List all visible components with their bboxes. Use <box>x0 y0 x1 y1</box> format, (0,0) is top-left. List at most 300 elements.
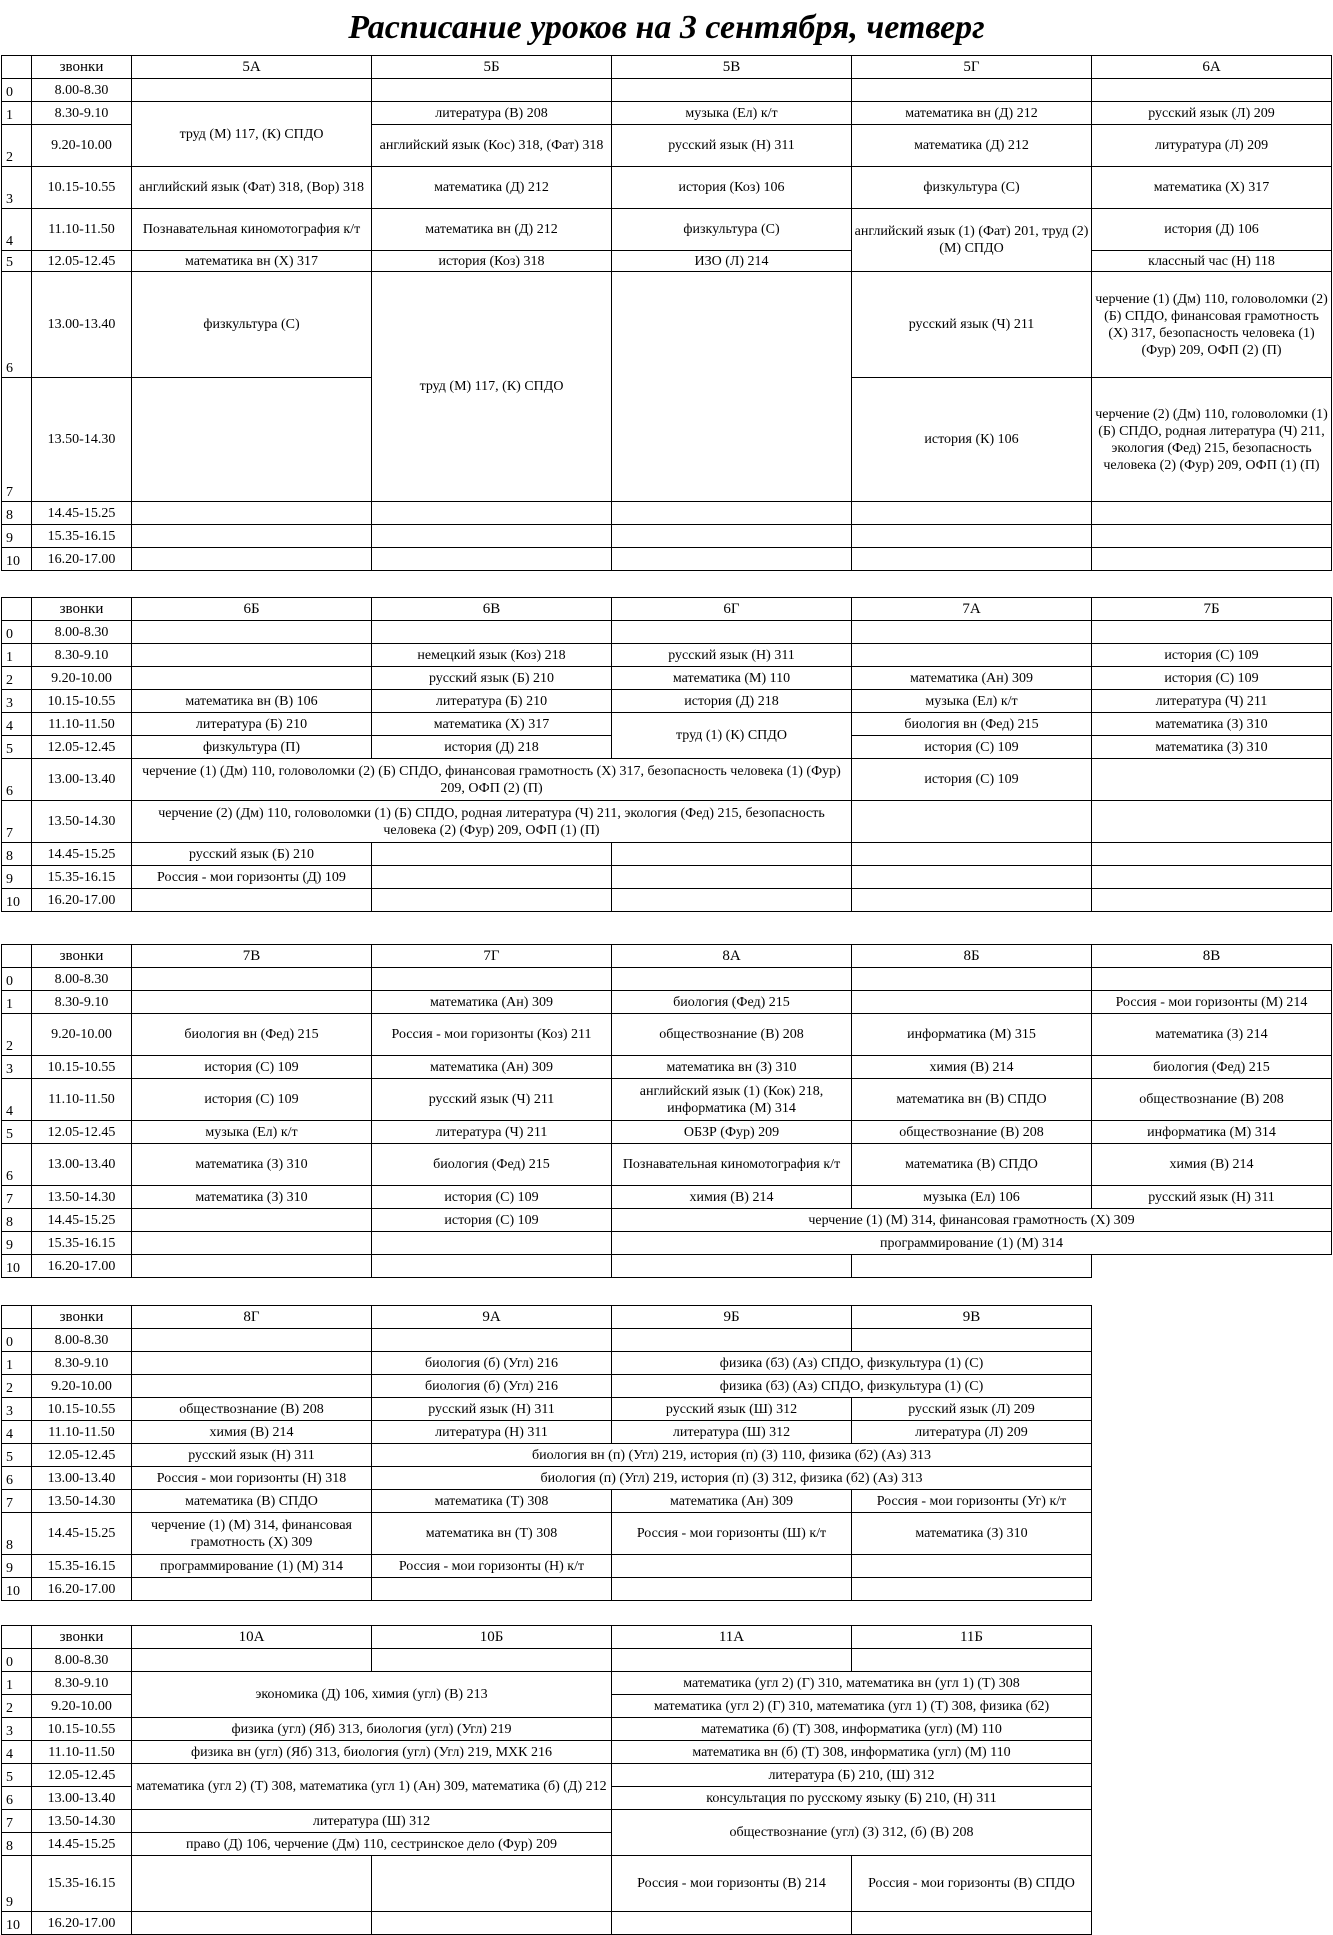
table-row <box>2 272 1332 378</box>
lesson-number: 9 <box>2 866 32 889</box>
lesson-cell: математика (Ан) 309 <box>372 991 612 1014</box>
bell-time: 8.00-8.30 <box>32 79 132 102</box>
lesson-cell <box>852 1912 1092 1935</box>
table-row <box>2 1578 1092 1601</box>
table-row <box>2 548 1332 571</box>
lesson-number: 4 <box>2 713 32 736</box>
lesson-cell: математика вн (б) (Т) 308, информатика (угл) (М) 110 <box>612 1741 1092 1764</box>
lesson-cell <box>132 1232 372 1255</box>
header-number-cell <box>2 598 32 621</box>
table-row <box>2 1444 1092 1467</box>
lesson-cell <box>852 1555 1092 1578</box>
lesson-number: 9 <box>2 1555 32 1578</box>
schedule-table <box>1 1305 1092 1601</box>
lesson-cell <box>1092 621 1332 644</box>
bell-time: 15.35-16.15 <box>32 525 132 548</box>
header-bells: звонки <box>32 1626 132 1649</box>
lesson-cell <box>132 644 372 667</box>
table-row <box>2 1555 1092 1578</box>
lesson-cell: биология (п) (Угл) 219, история (п) (З) 312, физика (б2) (Аз) 313 <box>372 1467 1092 1490</box>
lesson-cell <box>372 525 612 548</box>
lesson-cell <box>852 1329 1092 1352</box>
header-class: 8Г <box>132 1306 372 1329</box>
lesson-cell: черчение (1) (Дм) 110, головоломки (2) (Б) СПДО, финансовая грамотность (Х) 317, безопасность человека (1) (Фур) 209, ОФП (2) (П) <box>132 759 852 801</box>
lesson-cell: химия (В) 214 <box>852 1056 1092 1079</box>
lesson-number: 5 <box>2 1764 32 1787</box>
bell-time: 10.15-10.55 <box>32 167 132 209</box>
lesson-cell: ИЗО (Л) 214 <box>612 251 852 272</box>
lesson-cell: физкультура (П) <box>132 736 372 759</box>
header-class: 5Б <box>372 56 612 79</box>
bell-time: 12.05-12.45 <box>32 736 132 759</box>
lesson-cell: биология (Фед) 215 <box>372 1144 612 1186</box>
header-class: 5Г <box>852 56 1092 79</box>
table-row <box>2 843 1332 866</box>
header-row <box>2 1626 1092 1649</box>
lesson-cell: математика вн (В) СПДО <box>852 1079 1092 1121</box>
lesson-cell <box>372 889 612 912</box>
lesson-cell: музыка (Ел) к/т <box>852 690 1092 713</box>
lesson-number: 1 <box>2 1352 32 1375</box>
bell-time: 14.45-15.25 <box>32 1513 132 1555</box>
lesson-cell: черчение (1) (М) 314, финансовая грамотность (Х) 309 <box>132 1513 372 1555</box>
lesson-cell: черчение (2) (Дм) 110, головоломки (1) (Б) СПДО, родная литература (Ч) 211, экология (Фед) 215, безопасность человека (2) (Фур) 209, ОФП (1) (П) <box>132 801 852 843</box>
lesson-cell <box>852 548 1092 571</box>
lesson-cell: информатика (М) 315 <box>852 1014 1092 1056</box>
lesson-cell: математика вн (Д) 212 <box>852 102 1092 125</box>
lesson-cell: Россия - мои горизонты (Ш) к/т <box>612 1513 852 1555</box>
lesson-number: 9 <box>2 1856 32 1912</box>
lesson-cell: математика вн (Т) 308 <box>372 1513 612 1555</box>
bell-time: 12.05-12.45 <box>32 1444 132 1467</box>
table-row <box>2 801 1332 843</box>
lesson-cell <box>132 79 372 102</box>
bell-time: 8.30-9.10 <box>32 1672 132 1695</box>
lesson-cell: история (С) 109 <box>1092 644 1332 667</box>
lesson-number: 8 <box>2 1209 32 1232</box>
schedule-block <box>1 944 1332 1278</box>
lesson-cell: биология (б) (Угл) 216 <box>372 1375 612 1398</box>
lesson-cell: физика (б3) (Аз) СПДО, физкультура (1) (С) <box>612 1352 1092 1375</box>
bell-time: 16.20-17.00 <box>32 548 132 571</box>
lesson-cell <box>372 1856 612 1912</box>
table-row <box>2 502 1332 525</box>
table-row <box>2 1718 1092 1741</box>
header-class: 8В <box>1092 945 1332 968</box>
lesson-number: 6 <box>2 1144 32 1186</box>
lesson-cell: русский язык (Н) 311 <box>132 1444 372 1467</box>
lesson-number: 4 <box>2 209 32 251</box>
bell-time: 12.05-12.45 <box>32 1764 132 1787</box>
lesson-cell: Россия - мои горизонты (Н) 318 <box>132 1467 372 1490</box>
lesson-cell <box>852 968 1092 991</box>
bell-time: 15.35-16.15 <box>32 1555 132 1578</box>
table-row <box>2 1144 1332 1186</box>
lesson-cell: классный час (Н) 118 <box>1092 251 1332 272</box>
table-row <box>2 1079 1332 1121</box>
lesson-cell: физкультура (С) <box>852 167 1092 209</box>
lesson-cell: черчение (2) (Дм) 110, головоломки (1) (Б) СПДО, родная литература (Ч) 211, экология (Фед) 215, безопасность человека (2) (Фур) 209, ОФП (1) (П) <box>1092 378 1332 502</box>
lesson-number: 0 <box>2 1649 32 1672</box>
lesson-cell: литература (Б) 210, (Ш) 312 <box>612 1764 1092 1787</box>
lesson-number: 7 <box>2 1186 32 1209</box>
header-class: 5А <box>132 56 372 79</box>
header-number-cell <box>2 56 32 79</box>
schedule-block <box>1 1305 1092 1601</box>
lesson-cell: русский язык (Ш) 312 <box>612 1398 852 1421</box>
lesson-cell: обществознание (В) 208 <box>132 1398 372 1421</box>
lesson-cell <box>1092 548 1332 571</box>
bell-time: 9.20-10.00 <box>32 1375 132 1398</box>
lesson-cell <box>612 1555 852 1578</box>
table-row <box>2 1741 1092 1764</box>
lesson-cell <box>612 548 852 571</box>
lesson-cell: английский язык (1) (Фат) 201, труд (2) (М) СПДО <box>852 209 1092 272</box>
lesson-number: 10 <box>2 1578 32 1601</box>
lesson-cell: биология (Фед) 215 <box>1092 1056 1332 1079</box>
lesson-cell <box>372 1649 612 1672</box>
lesson-number: 5 <box>2 251 32 272</box>
lesson-cell: литература (Л) 209 <box>852 1421 1092 1444</box>
lesson-cell: труд (1) (К) СПДО <box>612 713 852 759</box>
lesson-number: 0 <box>2 968 32 991</box>
lesson-cell: математика (Д) 212 <box>372 167 612 209</box>
lesson-number: 2 <box>2 1375 32 1398</box>
bell-time: 13.50-14.30 <box>32 1186 132 1209</box>
table-row <box>2 889 1332 912</box>
lesson-cell: литература (Ч) 211 <box>1092 690 1332 713</box>
lesson-number: 1 <box>2 1672 32 1695</box>
lesson-cell <box>1092 889 1332 912</box>
lesson-cell: консультация по русскому языку (Б) 210, (Н) 311 <box>612 1787 1092 1810</box>
table-row <box>2 621 1332 644</box>
lesson-cell: английский язык (Фат) 318, (Вор) 318 <box>132 167 372 209</box>
lesson-number: 4 <box>2 1421 32 1444</box>
table-row <box>2 690 1332 713</box>
lesson-cell: русский язык (Ч) 211 <box>372 1079 612 1121</box>
header-class: 11А <box>612 1626 852 1649</box>
lesson-cell: биология (б) (Угл) 216 <box>372 1352 612 1375</box>
lesson-cell: химия (В) 214 <box>612 1186 852 1209</box>
bell-time: 8.30-9.10 <box>32 991 132 1014</box>
lesson-number: 10 <box>2 1912 32 1935</box>
lesson-cell: история (С) 109 <box>852 736 1092 759</box>
lesson-cell <box>132 1255 372 1278</box>
lesson-cell: математика (З) 310 <box>1092 736 1332 759</box>
header-row <box>2 56 1332 79</box>
lesson-cell <box>852 621 1092 644</box>
lesson-number: 7 <box>2 801 32 843</box>
header-number-cell <box>2 945 32 968</box>
header-class: 10Б <box>372 1626 612 1649</box>
lesson-cell: обществознание (В) 208 <box>1092 1079 1332 1121</box>
bell-time: 12.05-12.45 <box>32 251 132 272</box>
lesson-cell <box>372 621 612 644</box>
lesson-cell <box>852 502 1092 525</box>
schedule-table <box>1 597 1332 912</box>
lesson-cell: информатика (М) 314 <box>1092 1121 1332 1144</box>
lesson-number: 3 <box>2 167 32 209</box>
lesson-cell: математика (З) 310 <box>132 1144 372 1186</box>
bell-time: 14.45-15.25 <box>32 1833 132 1856</box>
lesson-cell: Россия - мои горизонты (В) СПДО <box>852 1856 1092 1912</box>
lesson-number: 1 <box>2 991 32 1014</box>
bell-time: 8.30-9.10 <box>32 644 132 667</box>
bell-time: 14.45-15.25 <box>32 843 132 866</box>
lesson-number: 9 <box>2 1232 32 1255</box>
lesson-number: 5 <box>2 1121 32 1144</box>
lesson-cell <box>1092 79 1332 102</box>
bell-time: 13.50-14.30 <box>32 1810 132 1833</box>
header-bells: звонки <box>32 1306 132 1329</box>
lesson-number: 8 <box>2 1513 32 1555</box>
lesson-cell <box>132 621 372 644</box>
header-number-cell <box>2 1306 32 1329</box>
lesson-cell <box>1092 866 1332 889</box>
bell-time: 10.15-10.55 <box>32 690 132 713</box>
lesson-cell: математика вн (Х) 317 <box>132 251 372 272</box>
lesson-cell: черчение (1) (М) 314, финансовая грамотность (Х) 309 <box>612 1209 1332 1232</box>
lesson-cell: русский язык (Ч) 211 <box>852 272 1092 378</box>
bell-time: 13.00-13.40 <box>32 1467 132 1490</box>
lesson-number: 10 <box>2 889 32 912</box>
lesson-cell <box>612 272 852 502</box>
lesson-number: 5 <box>2 736 32 759</box>
lesson-cell <box>1092 759 1332 801</box>
table-row <box>2 1490 1092 1513</box>
lesson-number: 2 <box>2 1014 32 1056</box>
bell-time: 11.10-11.50 <box>32 1079 132 1121</box>
header-class: 6В <box>372 598 612 621</box>
lesson-number: 2 <box>2 667 32 690</box>
lesson-cell: история (Коз) 106 <box>612 167 852 209</box>
lesson-cell: музыка (Ел) 106 <box>852 1186 1092 1209</box>
lesson-cell <box>852 889 1092 912</box>
lesson-cell: биология вн (Фед) 215 <box>132 1014 372 1056</box>
header-row <box>2 945 1332 968</box>
table-row <box>2 1056 1332 1079</box>
lesson-cell: математика (М) 110 <box>612 667 852 690</box>
table-row <box>2 713 1332 736</box>
table-row <box>2 1764 1092 1787</box>
bell-time: 16.20-17.00 <box>32 1912 132 1935</box>
lesson-cell: литература (Б) 210 <box>372 690 612 713</box>
header-class: 9В <box>852 1306 1092 1329</box>
lesson-cell <box>1092 1255 1332 1278</box>
lesson-cell: физика вн (угл) (Яб) 313, биология (угл) (Угл) 219, МХК 216 <box>132 1741 612 1764</box>
bell-time: 9.20-10.00 <box>32 1014 132 1056</box>
lesson-number: 5 <box>2 1444 32 1467</box>
schedule-block <box>1 55 1332 571</box>
header-class: 6Г <box>612 598 852 621</box>
lesson-cell <box>132 968 372 991</box>
lesson-cell <box>852 1578 1092 1601</box>
lesson-cell <box>852 1255 1092 1278</box>
lesson-cell: история (С) 109 <box>372 1209 612 1232</box>
lesson-cell: химия (В) 214 <box>132 1421 372 1444</box>
lesson-cell: история (К) 106 <box>852 378 1092 502</box>
table-row <box>2 968 1332 991</box>
lesson-cell <box>132 525 372 548</box>
lesson-cell: Россия - мои горизонты (Коз) 211 <box>372 1014 612 1056</box>
lesson-cell: русский язык (Н) 311 <box>1092 1186 1332 1209</box>
bell-time: 8.30-9.10 <box>32 1352 132 1375</box>
lesson-cell: литература (Ч) 211 <box>372 1121 612 1144</box>
lesson-cell: литература (В) 208 <box>372 102 612 125</box>
lesson-cell <box>852 525 1092 548</box>
lesson-cell: литература (Ш) 312 <box>132 1810 612 1833</box>
lesson-cell: труд (М) 117, (К) СПДО <box>372 272 612 502</box>
lesson-cell: черчение (1) (Дм) 110, головоломки (2) (Б) СПДО, финансовая грамотность (Х) 317, безопасность человека (1) (Фур) 209, ОФП (2) (П) <box>1092 272 1332 378</box>
lesson-cell: русский язык (Л) 209 <box>1092 102 1332 125</box>
table-row <box>2 1121 1332 1144</box>
lesson-cell: математика вн (З) 310 <box>612 1056 852 1079</box>
lesson-cell <box>612 1649 852 1672</box>
lesson-number: 6 <box>2 759 32 801</box>
lesson-cell: история (С) 109 <box>372 1186 612 1209</box>
lesson-cell: немецкий язык (Коз) 218 <box>372 644 612 667</box>
lesson-cell <box>372 1232 612 1255</box>
bell-time: 10.15-10.55 <box>32 1718 132 1741</box>
header-class: 9Б <box>612 1306 852 1329</box>
lesson-cell <box>132 889 372 912</box>
table-row <box>2 209 1332 251</box>
lesson-cell <box>852 843 1092 866</box>
lesson-cell <box>132 502 372 525</box>
lesson-number: 4 <box>2 1741 32 1764</box>
bell-time: 13.50-14.30 <box>32 801 132 843</box>
bell-time: 13.00-13.40 <box>32 1144 132 1186</box>
lesson-cell <box>132 1209 372 1232</box>
lesson-cell <box>612 1255 852 1278</box>
lesson-cell: английский язык (Кос) 318, (Фат) 318 <box>372 125 612 167</box>
lesson-number: 7 <box>2 1490 32 1513</box>
lesson-cell <box>372 1578 612 1601</box>
bell-time: 13.50-14.30 <box>32 1490 132 1513</box>
lesson-number: 6 <box>2 1787 32 1810</box>
lesson-cell: Россия - мои горизонты (В) 214 <box>612 1856 852 1912</box>
lesson-cell: физкультура (С) <box>612 209 852 251</box>
lesson-cell: Россия - мои горизонты (Д) 109 <box>132 866 372 889</box>
lesson-cell: русский язык (Л) 209 <box>852 1398 1092 1421</box>
lesson-number: 0 <box>2 621 32 644</box>
lesson-cell: математика (Т) 308 <box>372 1490 612 1513</box>
lesson-cell <box>132 1856 372 1912</box>
lesson-cell <box>852 644 1092 667</box>
lesson-cell: Познавательная киномотография к/т <box>132 209 372 251</box>
lesson-number: 8 <box>2 1833 32 1856</box>
bell-time: 13.00-13.40 <box>32 1787 132 1810</box>
table-row <box>2 1421 1092 1444</box>
lesson-cell <box>132 667 372 690</box>
lesson-number: 1 <box>2 102 32 125</box>
header-class: 8Б <box>852 945 1092 968</box>
lesson-cell: история (Д) 106 <box>1092 209 1332 251</box>
lesson-cell <box>612 525 852 548</box>
lesson-cell <box>372 968 612 991</box>
lesson-cell <box>612 1329 852 1352</box>
table-row <box>2 251 1332 272</box>
lesson-number: 2 <box>2 1695 32 1718</box>
bell-time: 10.15-10.55 <box>32 1398 132 1421</box>
lesson-cell: русский язык (Н) 311 <box>372 1398 612 1421</box>
header-class: 10А <box>132 1626 372 1649</box>
lesson-cell <box>852 1649 1092 1672</box>
table-row <box>2 1912 1092 1935</box>
lesson-cell: математика (Х) 317 <box>1092 167 1332 209</box>
lesson-number: 8 <box>2 843 32 866</box>
lesson-cell <box>852 79 1092 102</box>
lesson-cell <box>132 1329 372 1352</box>
header-class: 9А <box>372 1306 612 1329</box>
lesson-cell: труд (М) 117, (К) СПДО <box>132 102 372 167</box>
lesson-cell: химия (В) 214 <box>1092 1144 1332 1186</box>
lesson-cell <box>612 889 852 912</box>
bell-time: 8.30-9.10 <box>32 102 132 125</box>
table-row <box>2 525 1332 548</box>
header-number-cell <box>2 1626 32 1649</box>
table-row <box>2 759 1332 801</box>
lesson-number: 7 <box>2 1810 32 1833</box>
lesson-cell <box>612 1578 852 1601</box>
lesson-cell: русский язык (Н) 311 <box>612 644 852 667</box>
lesson-cell: математика (З) 310 <box>852 1513 1092 1555</box>
header-class: 7Б <box>1092 598 1332 621</box>
bell-time: 9.20-10.00 <box>32 125 132 167</box>
lesson-cell: экономика (Д) 106, химия (угл) (В) 213 <box>132 1672 612 1718</box>
lesson-number: 0 <box>2 1329 32 1352</box>
page-title: Расписание уроков на 3 сентября, четверг <box>348 9 985 46</box>
table-row <box>2 1856 1092 1912</box>
lesson-cell <box>132 548 372 571</box>
lesson-number: 9 <box>2 525 32 548</box>
table-row <box>2 1329 1092 1352</box>
lesson-cell <box>1092 801 1332 843</box>
header-class: 8А <box>612 945 852 968</box>
lesson-cell <box>612 866 852 889</box>
lesson-number: 3 <box>2 1718 32 1741</box>
lesson-number: 4 <box>2 1079 32 1121</box>
lesson-cell <box>1092 502 1332 525</box>
table-row <box>2 1810 1092 1833</box>
bell-time: 16.20-17.00 <box>32 1578 132 1601</box>
lesson-cell: английский язык (1) (Кок) 218, информатика (М) 314 <box>612 1079 852 1121</box>
schedule-block <box>1 1625 1092 1935</box>
lesson-number: 10 <box>2 1255 32 1278</box>
header-class: 7А <box>852 598 1092 621</box>
lesson-cell: математика (Д) 212 <box>852 125 1092 167</box>
lesson-cell: математика (З) 214 <box>1092 1014 1332 1056</box>
table-row <box>2 667 1332 690</box>
lesson-number: 2 <box>2 125 32 167</box>
lesson-cell <box>132 1578 372 1601</box>
table-row <box>2 644 1332 667</box>
lesson-cell <box>372 79 612 102</box>
bell-time: 14.45-15.25 <box>32 1209 132 1232</box>
lesson-cell: право (Д) 106, черчение (Дм) 110, сестринское дело (Фур) 209 <box>132 1833 612 1856</box>
header-class: 7В <box>132 945 372 968</box>
lesson-cell <box>852 866 1092 889</box>
lesson-cell: математика (З) 310 <box>132 1186 372 1209</box>
bell-time: 13.50-14.30 <box>32 378 132 502</box>
bell-time: 15.35-16.15 <box>32 1232 132 1255</box>
lesson-cell <box>612 1912 852 1935</box>
bell-time: 8.00-8.30 <box>32 968 132 991</box>
lesson-cell: программирование (1) (М) 314 <box>612 1232 1332 1255</box>
table-row <box>2 167 1332 209</box>
lesson-cell: обществознание (угл) (З) 312, (б) (В) 208 <box>612 1810 1092 1856</box>
lesson-cell: математика (угл 2) (Г) 310, математика вн (угл 1) (Т) 308 <box>612 1672 1092 1695</box>
